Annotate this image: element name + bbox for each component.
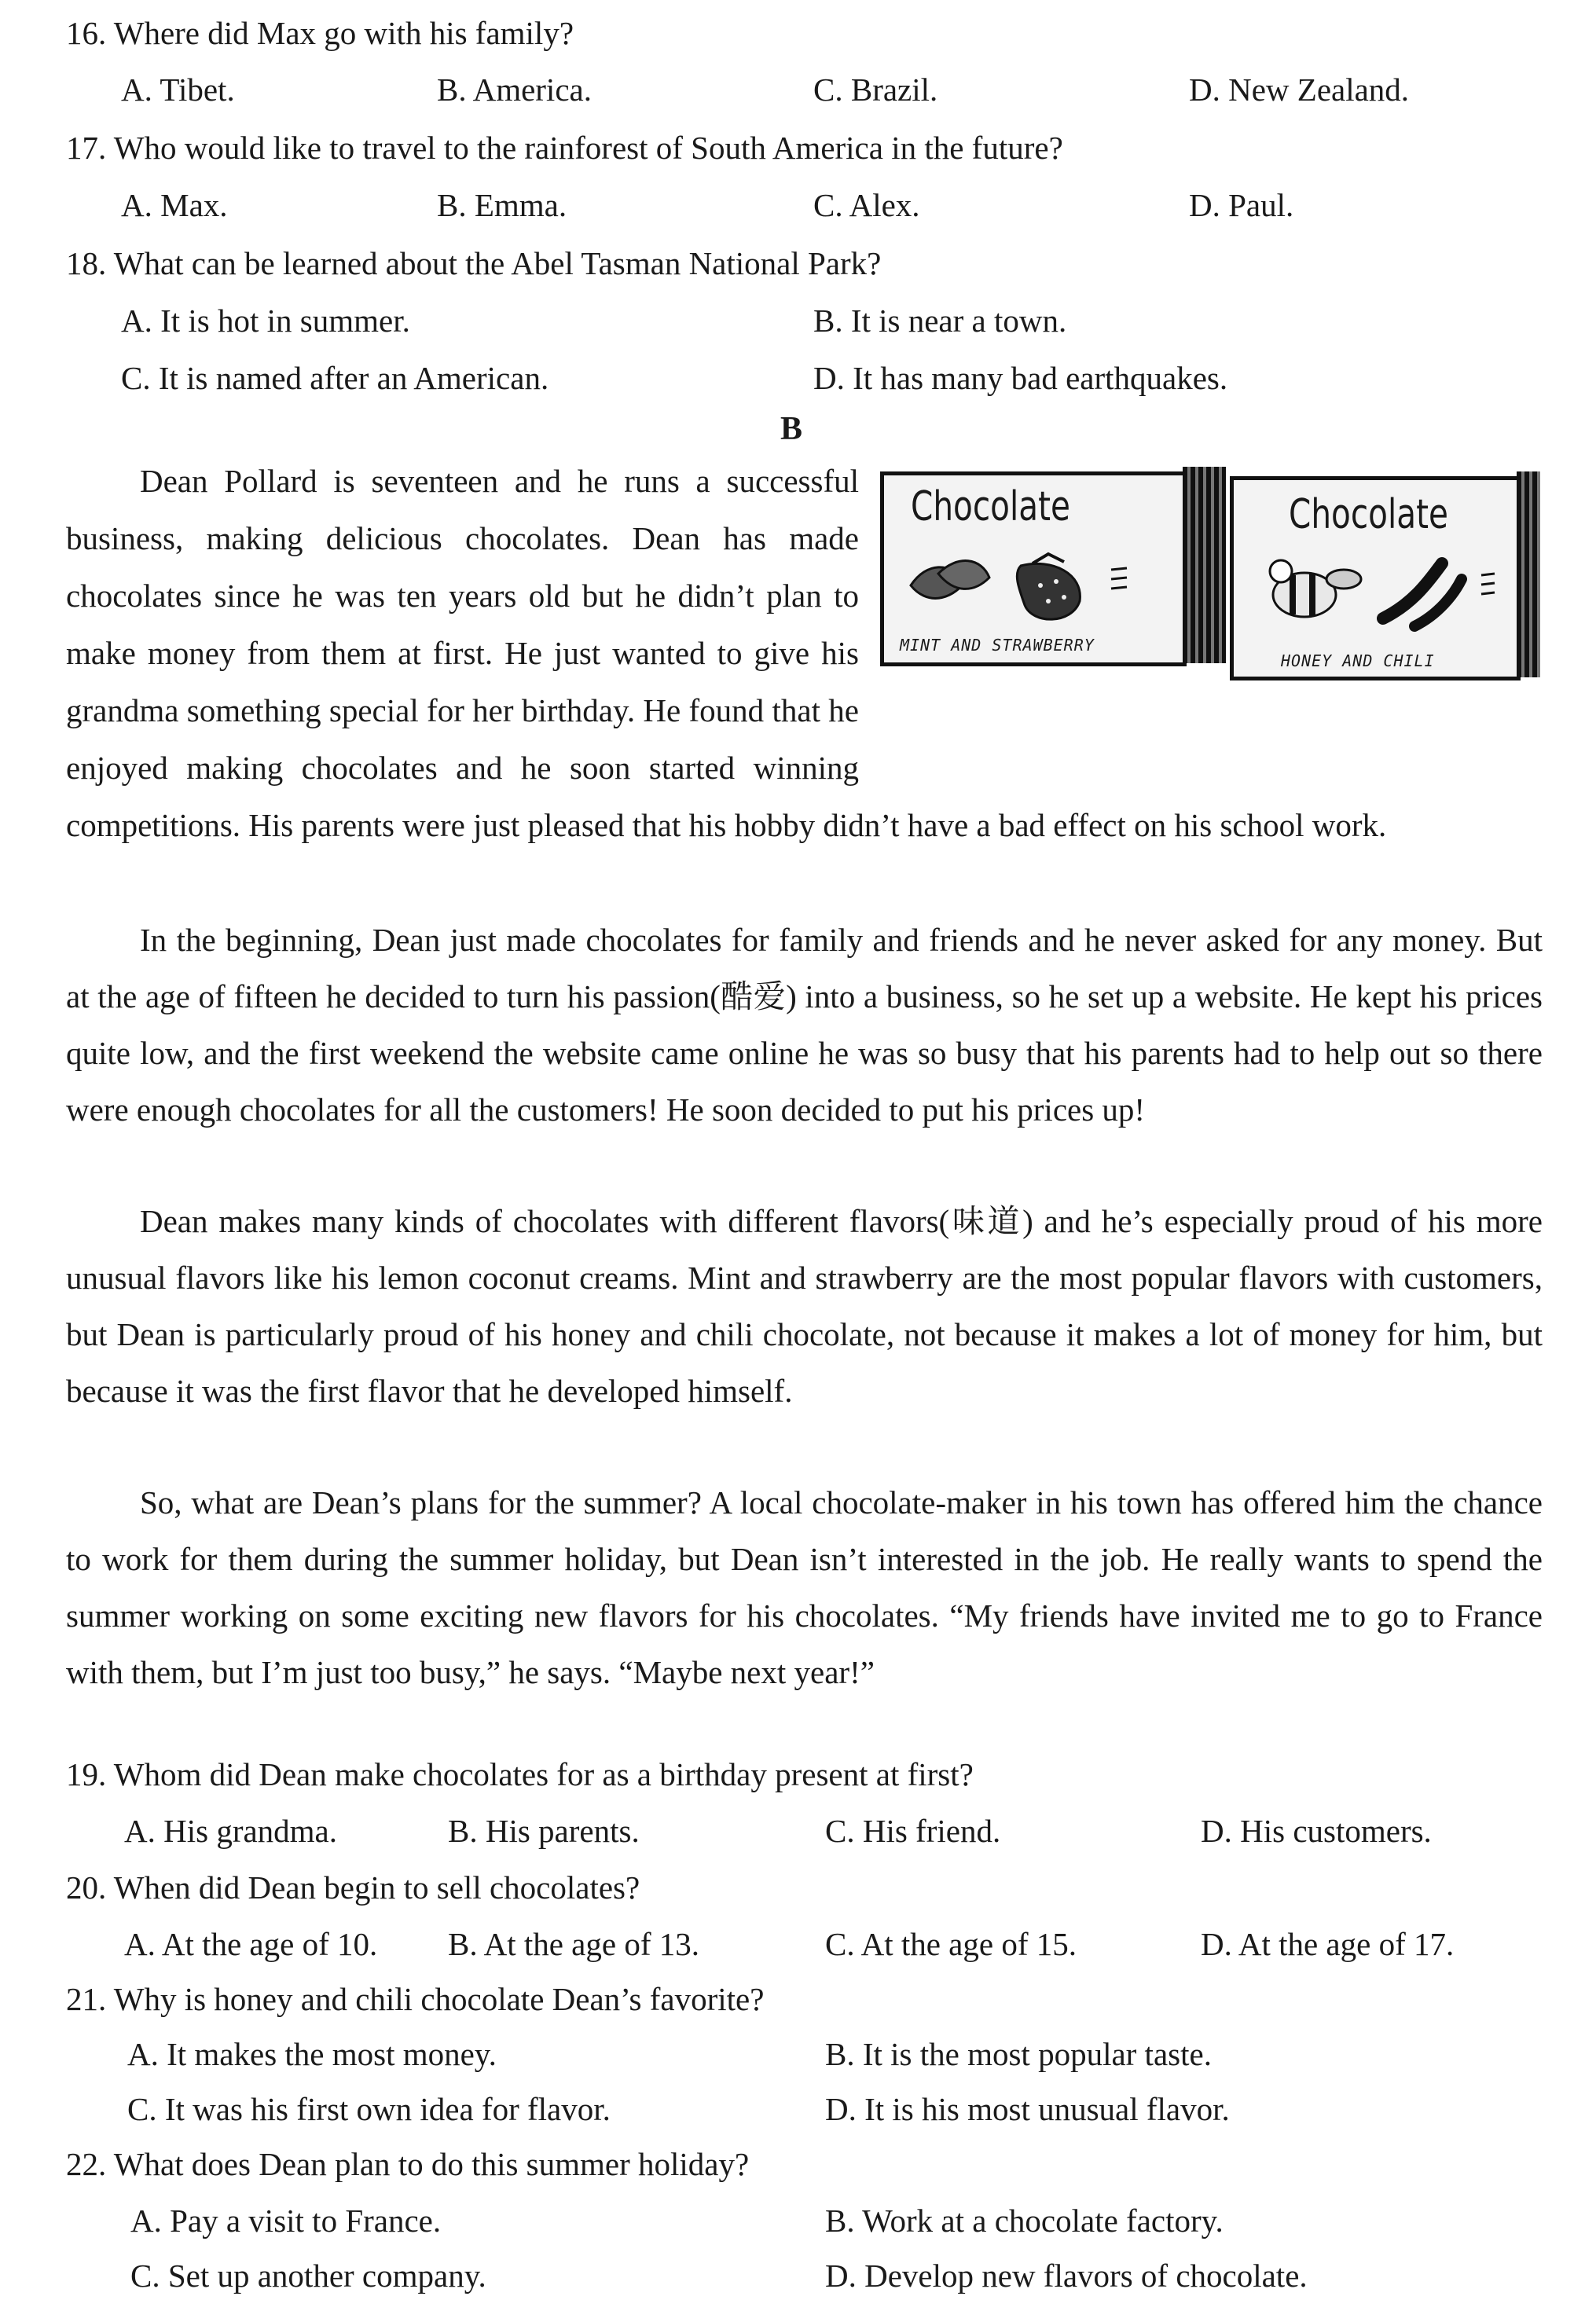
bar1-wrapper-edge [1183,467,1226,663]
question-22-option-b[interactable]: B. Work at a chocolate factory. [825,2203,1224,2239]
question-22-option-d[interactable]: D. Develop new flavors of chocolate. [825,2258,1308,2294]
question-17-option-d[interactable]: D. Paul. [1189,187,1294,223]
question-19-option-d[interactable]: D. His customers. [1201,1813,1432,1849]
bar2-flavor-label: HONEY AND CHILI [1281,651,1435,670]
question-21-option-d[interactable]: D. It is his most unusual flavor. [825,2091,1230,2127]
question-19-option-a[interactable]: A. His grandma. [124,1813,338,1849]
question-17-option-c[interactable]: C. Alex. [813,187,920,223]
question-22-option-a[interactable]: A. Pay a visit to France. [130,2203,442,2239]
passage-paragraph-2: In the beginning, Dean just made chocolates for family and friends and he never asked for any money. But at the age of fifteen he decided to turn his passion(酷爱) into a business, so he set up a website. He kept his prices quite low, and the first weekend the website came online he was so busy that his parents had to help out so there were enough chocolates for all the customers! He soon decided to put his prices up! [66,922,1543,1128]
question-16-option-c[interactable]: C. Brazil. [813,72,938,108]
section-b-heading: B [780,411,803,447]
passage-intro-text: Dean Pollard is seventeen and he runs a successful business, making delicious chocolates. Dean has made chocolates since he was ten years old but he didn’t plan to make money from them at first. He just wanted to give his grandma something special for her birthday. He found that he enjoyed making chocolates and he soon started winning competitions. His parents were just pleased that his hobby didn’t have a bad effect on his school work. [66,463,1387,843]
question-16-stem: 16. Where did Max go with his family? [66,15,574,51]
question-21-option-a[interactable]: A. It makes the most money. [127,2036,497,2072]
question-22-option-c[interactable]: C. Set up another company. [130,2258,486,2294]
question-22-stem: 22. What does Dean plan to do this summer holiday? [66,2146,750,2182]
passage-paragraph-4: So, what are Dean’s plans for the summer? A local chocolate-maker in his town has offered him the chance to work for them during the summer holiday, but Dean isn’t interested in the job. He really wants to spend the summer working on some exciting new flavors for his chocolates. “My friends have invited me to go to France with them, but I’m just too busy,” he says. “Maybe next year!” [66,1484,1543,1690]
question-16-option-d[interactable]: D. New Zealand. [1189,72,1410,108]
question-17-stem: 17. Who would like to travel to the rainforest of South America in the future? [66,130,1063,166]
question-16-option-b[interactable]: B. America. [437,72,592,108]
bar1-flavor-label: MINT AND STRAWBERRY [900,636,1095,655]
question-20-option-c[interactable]: C. At the age of 15. [825,1926,1077,1962]
bar1-title: Chocolate [911,483,1070,530]
question-19-option-b[interactable]: B. His parents. [448,1813,640,1849]
question-18-stem: 18. What can be learned about the Abel Tasman National Park? [66,245,882,281]
question-18-option-b[interactable]: B. It is near a town. [813,303,1067,339]
question-21-option-b[interactable]: B. It is the most popular taste. [825,2036,1212,2072]
question-18-option-c[interactable]: C. It is named after an American. [121,360,549,396]
chocolate-bar-honey-chili [1230,476,1521,680]
passage-paragraph-3: Dean makes many kinds of chocolates with different flavors(味道) and he’s especially proud of his more unusual flavors like his lemon coconut creams. Mint and strawberry are the most popular flavors with customers, but Dean is particularly proud of his honey and chili chocolate, not because it makes a lot of money for him, but because it was the first flavor that he developed himself. [66,1203,1543,1409]
bar2-title: Chocolate [1289,491,1448,538]
question-17-option-a[interactable]: A. Max. [121,187,228,223]
question-19-stem: 19. Whom did Dean make chocolates for as a birthday present at first? [66,1756,974,1792]
question-21-stem: 21. Why is honey and chili chocolate Dean’s favorite? [66,1981,765,2017]
question-19-option-c[interactable]: C. His friend. [825,1813,1001,1849]
bar2-wrapper-edge [1517,471,1540,677]
bee-chili-icon [1249,548,1509,642]
chocolate-bar-mint-strawberry [880,471,1187,666]
mint-strawberry-icon [895,538,1170,633]
question-16-option-a[interactable]: A. Tibet. [121,72,235,108]
question-17-option-b[interactable]: B. Emma. [437,187,567,223]
chocolate-bars-illustration [880,462,1540,698]
question-20-option-b[interactable]: B. At the age of 13. [448,1926,699,1962]
question-20-option-a[interactable]: A. At the age of 10. [124,1926,378,1962]
question-20-option-d[interactable]: D. At the age of 17. [1201,1926,1455,1962]
question-18-option-a[interactable]: A. It is hot in summer. [121,303,410,339]
question-21-option-c[interactable]: C. It was his first own idea for flavor. [127,2091,611,2127]
question-20-stem: 20. When did Dean begin to sell chocolates? [66,1869,640,1906]
question-18-option-d[interactable]: D. It has many bad earthquakes. [813,360,1228,396]
